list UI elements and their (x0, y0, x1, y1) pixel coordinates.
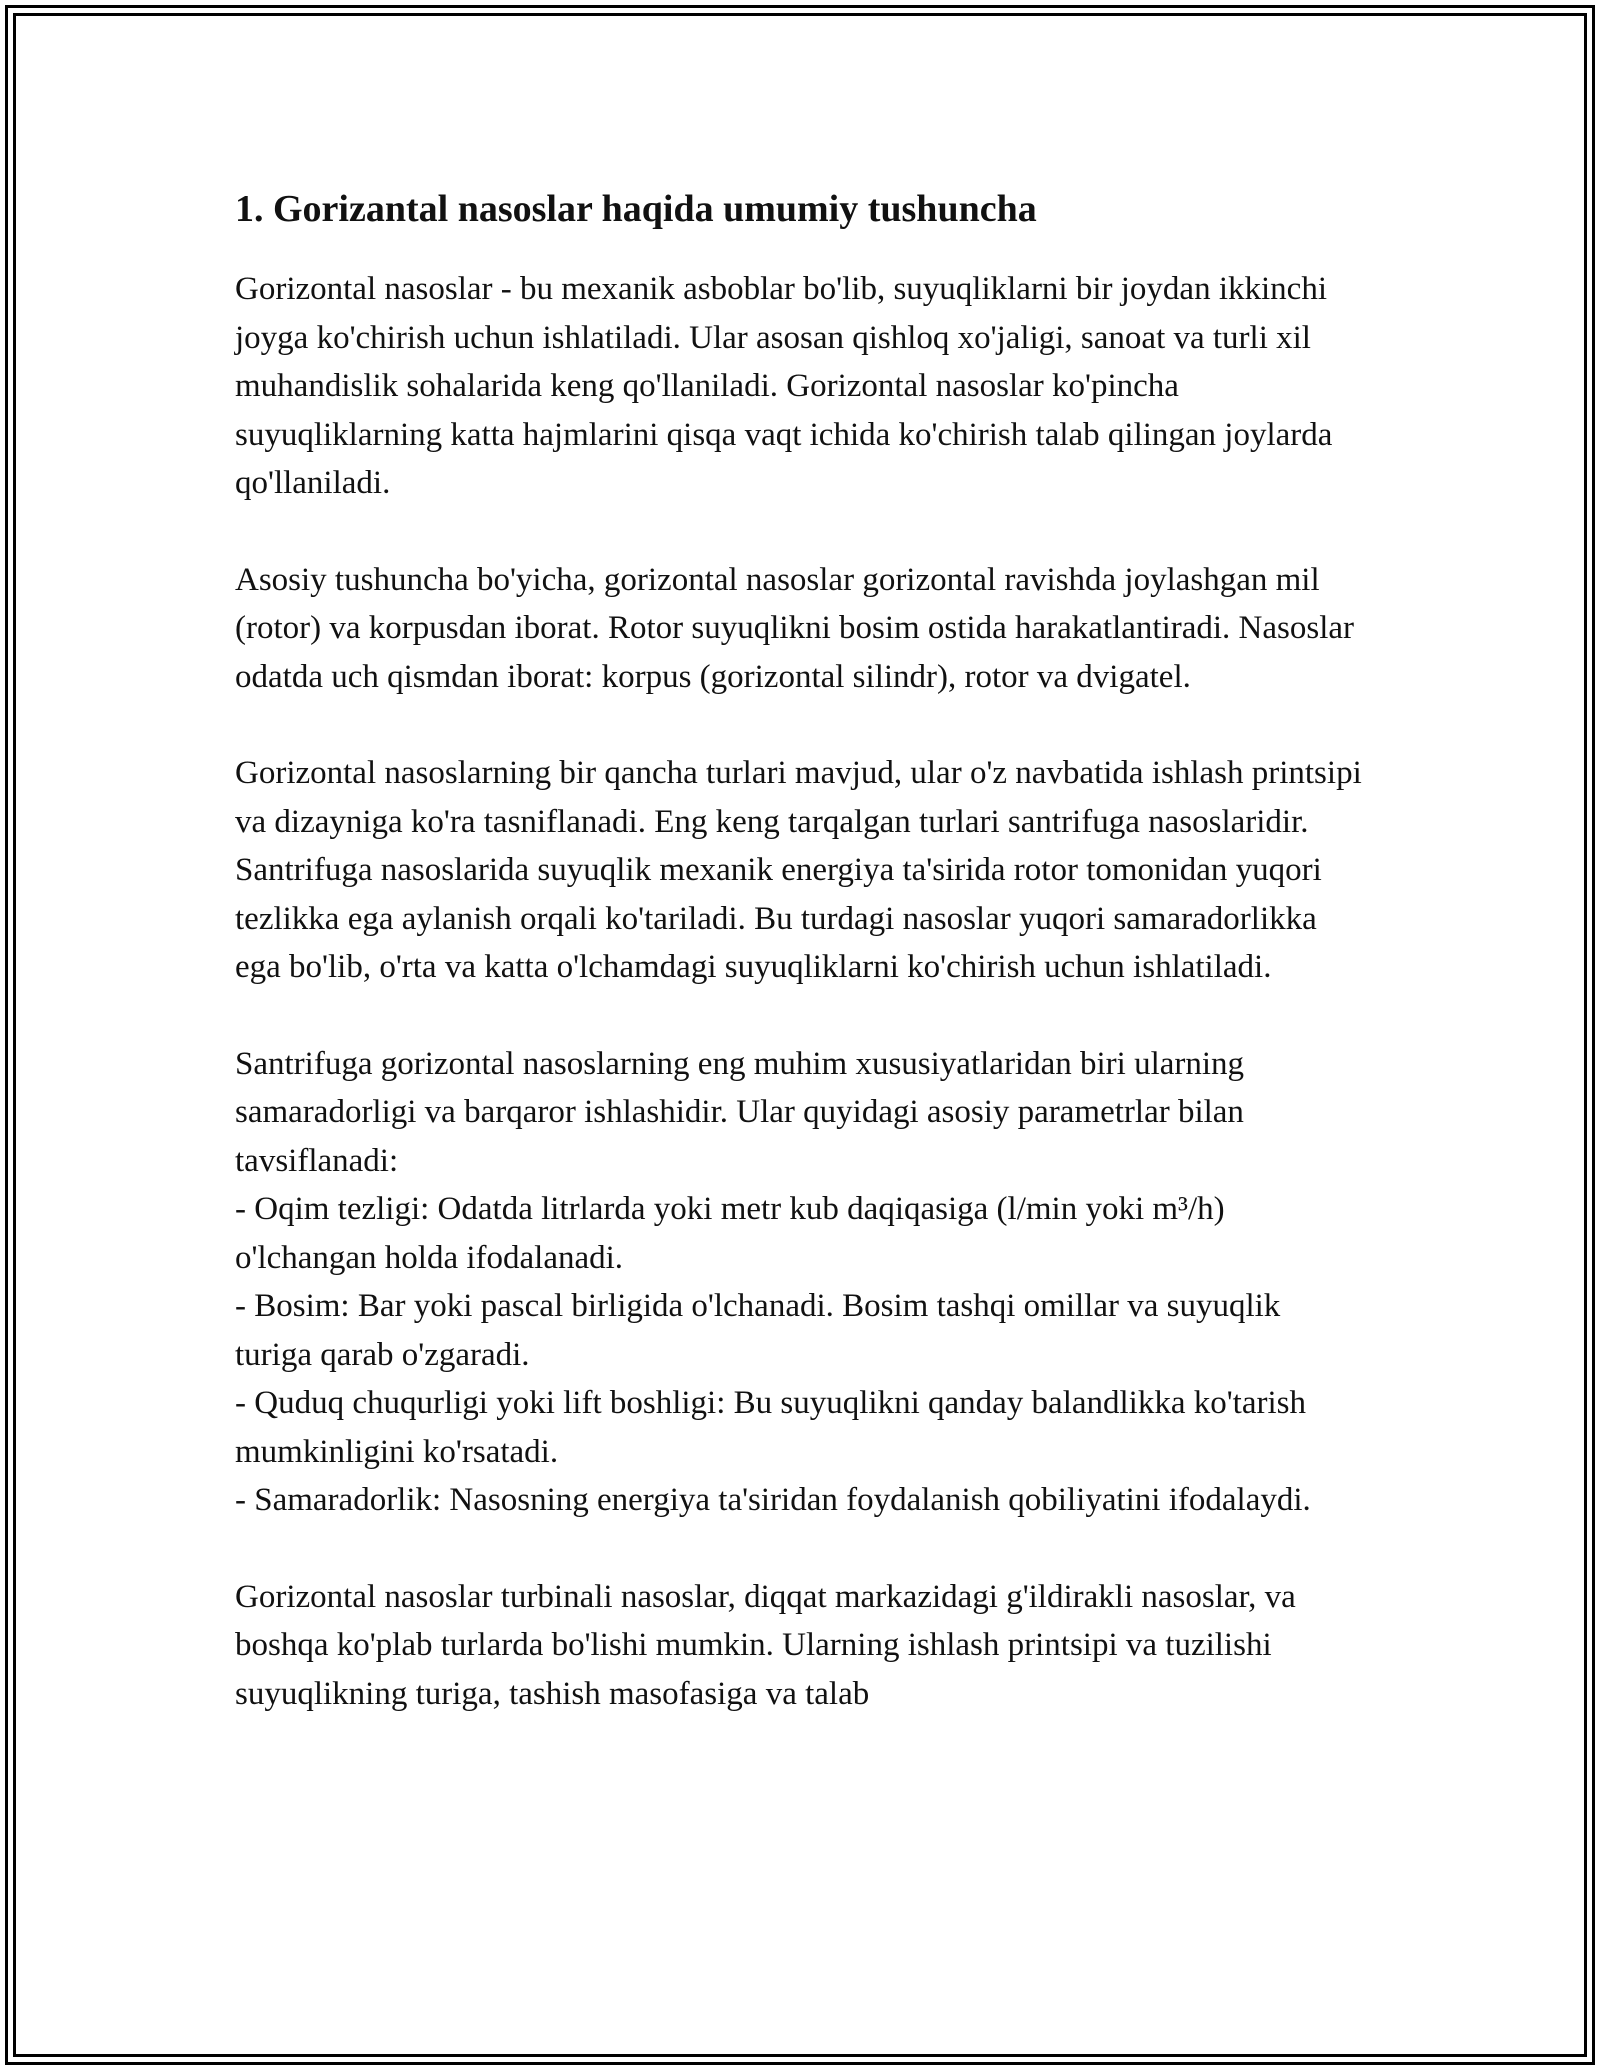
paragraph-intro: Gorizontal nasoslar - bu mexanik asboblar bo'lib, suyuqliklarni bir joydan ikkinchi joyga ko'chirish uchun ishlatiladi. Ular asosan qishloq xo'jaligi, sanoat va turli xil muhandislik sohalarida keng qo'llaniladi. Gorizontal nasoslar ko'pincha suyuqliklarning katta hajmlarini qisqa vaqt ichida ko'chirish talab qilingan joylarda qo'llaniladi. (235, 271, 1333, 501)
section-heading: 1. Gorizantal nasoslar haqida umumiy tushuncha (235, 188, 1037, 230)
parameter-item-efficiency: - Samaradorlik: Nasosning energiya ta'siridan foydalanish qobiliyatini ifodalaydi. (235, 1482, 1311, 1518)
paragraph-closing: Gorizontal nasoslar turbinali nasoslar, diqqat markazidagi g'ildirakli nasoslar, va boshqa ko'plab turlarda bo'lishi mumkin. Ularning ishlash printsipi va tuzilishi suyuqlikning turiga, tashish masofasiga va talab (235, 1578, 1296, 1712)
parameter-item-lift-head: - Quduq chuqurligi yoki lift boshligi: Bu suyuqlikni qanday balandlikka ko'tarish mumkinligini ko'rsatadi. (235, 1385, 1307, 1470)
paragraph-structure: Asosiy tushuncha bo'yicha, gorizontal nasoslar gorizontal ravishda joylashgan mil (rotor) va korpusdan iborat. Rotor suyuqlikni bosim ostida harakatlantiradi. Nasoslar odatda uch qismdan iborat: korpus (gorizontal silindr), rotor va dvigatel. (235, 561, 1355, 695)
parameters-intro: Santrifuga gorizontal nasoslarning eng muhim xususiyatlaridan biri ularning samaradorligi va barqaror ishlashidir. Ular quyidagi asosiy parametrlar bilan tavsiflanadi: (235, 1045, 1245, 1179)
document-body (235, 184, 1365, 1766)
parameter-item-pressure: - Bosim: Bar yoki pascal birligida o'lchanadi. Bosim tashqi omillar va suyuqlik turiga qarab o'zgaradi. (235, 1288, 1281, 1373)
parameter-item-flow-rate: - Oqim tezligi: Odatda litrlarda yoki metr kub daqiqasiga (l/min yoki m³/h) o'lchangan holda ifodalanadi. (235, 1191, 1225, 1276)
parameters-block (235, 1040, 1365, 1525)
paragraph-types: Gorizontal nasoslarning bir qancha turlari mavjud, ular o'z navbatida ishlash printsipi va dizayniga ko'ra tasniflanadi. Eng keng tarqalgan turlari santrifuga nasoslaridir. Santrifuga nasoslarida suyuqlik mexanik energiya ta'sirida rotor tomonidan yuqori tezlikka ega aylanish orqali ko'tariladi. Bu turdagi nasoslar yuqori samaradorlikka ega bo'lib, o'rta va katta o'lchamdagi suyuqliklarni ko'chirish uchun ishlatiladi. (235, 755, 1362, 985)
